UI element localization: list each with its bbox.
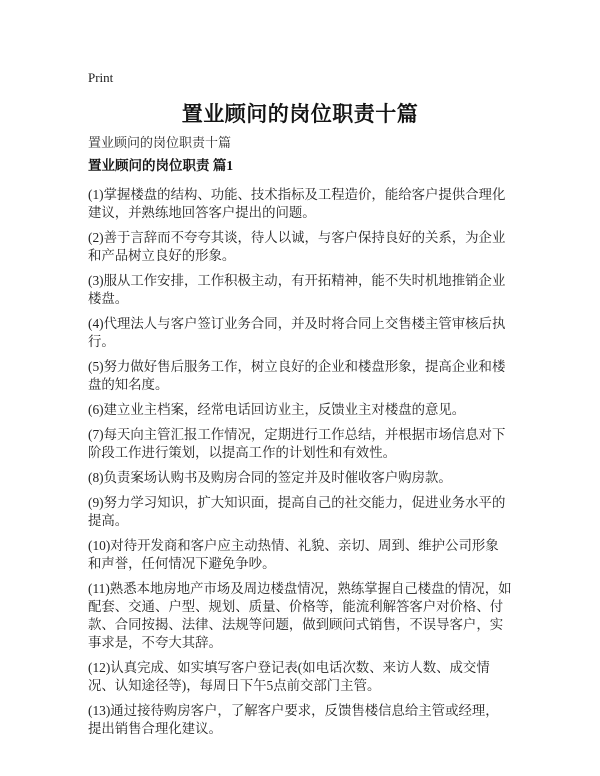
- paragraph: (4)代理法人与客户签订业务合同，并及时将合同上交售楼主管审核后执行。: [88, 316, 506, 349]
- paragraph: (2)善于言辞而不夸夸其谈，待人以诚，与客户保持良好的关系，为企业和产品树立良好的形象。: [88, 230, 506, 263]
- paragraph: (1)掌握楼盘的结构、功能、技术指标及工程造价，能给客户提供合理化建议，并熟练地回答客户提出的问题。: [88, 187, 506, 220]
- paragraph: (11)熟悉本地房地产市场及周边楼盘情况，熟练掌握自己楼盘的情况，如配套、交通、户型、规划、质量、价格等，能流利解答客户对价格、付款、合同按揭、法律、法规等问题，做到顾问式销售，不误导客户，实事求是，不夸大其辞。: [88, 581, 512, 650]
- paragraph: (3)服从工作安排，工作积极主动，有开拓精神，能不失时机地推销企业楼盘。: [88, 273, 506, 306]
- document-page: [88, 0, 512, 738]
- section-heading: 置业顾问的岗位职责 篇1: [88, 158, 234, 173]
- paragraph: (6)建立业主档案，经常电话回访业主，反馈业主对楼盘的意见。: [88, 402, 466, 417]
- page-title: 置业顾问的岗位职责十篇: [181, 102, 419, 126]
- print-button[interactable]: Print: [88, 70, 114, 85]
- paragraph: (7)每天向主管汇报工作情况，定期进行工作总结，并根据市场信息对下阶段工作进行策划，以提高工作的计划性和有效性。: [88, 427, 506, 460]
- paragraph: (9)努力学习知识，扩大知识面，提高自己的社交能力，促进业务水平的提高。: [88, 495, 506, 528]
- paragraph: (8)负责案场认购书及购房合同的签定并及时催收客户购房款。: [88, 470, 452, 485]
- paragraph: (13)通过接待购房客户，了解客户要求，反馈售楼信息给主管或经理，提出销售合理化建议。: [88, 703, 499, 736]
- subtitle: 置业顾问的岗位职责十篇: [88, 135, 232, 150]
- paragraph: (10)对待开发商和客户应主动热情、礼貌、亲切、周到、维护公司形象和声誉，任何情况下避免争吵。: [88, 538, 499, 571]
- paragraph: (5)努力做好售后服务工作，树立良好的企业和楼盘形象，提高企业和楼盘的知名度。: [88, 359, 506, 392]
- paragraph: (12)认真完成、如实填写客户登记表(如电话次数、来访人数、成交情况、认知途径等)，每周日下午5点前交部门主管。: [88, 660, 490, 693]
